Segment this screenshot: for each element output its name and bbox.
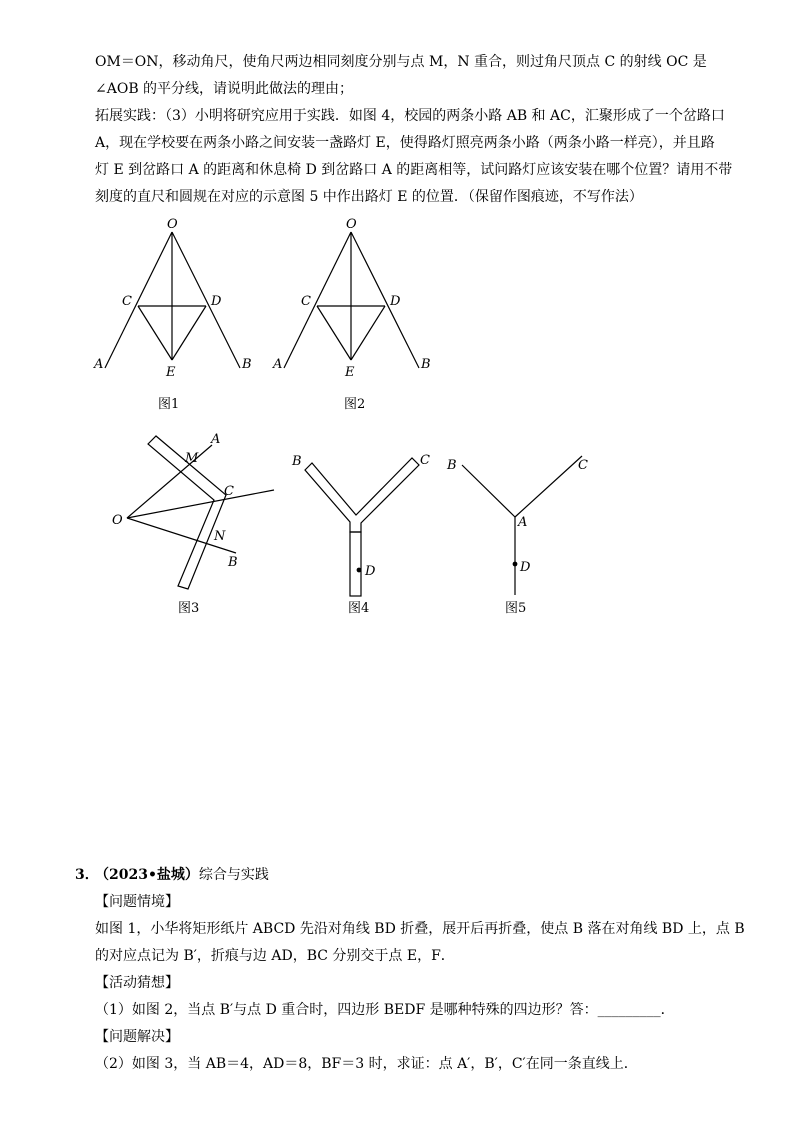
fig1-label-a: A <box>94 357 104 372</box>
fig3-caption: 图3 <box>178 601 200 616</box>
fig2-label-c: C <box>301 294 311 309</box>
fig2-label-a: A <box>273 357 283 372</box>
question-number: 3． <box>75 867 99 883</box>
fig1-ray-ob <box>172 232 240 368</box>
fig5-label-c: C <box>578 458 588 473</box>
section-heading-situation: 【问题情境】 <box>95 894 179 910</box>
text-line-2: ∠AOB 的平分线，请说明此做法的理由； <box>95 81 354 97</box>
fig5-label-d: D <box>520 560 531 575</box>
fig3-ray-oa <box>127 445 212 518</box>
fig4-road-stem <box>350 532 361 596</box>
fig2-segment-de <box>351 306 385 360</box>
figure-3 <box>127 436 274 589</box>
fig3-label-b: B <box>228 555 238 570</box>
fig4-road-y <box>305 458 419 532</box>
fig3-ray-oc <box>127 490 274 518</box>
text-line-4: A，现在学校要在两条小路之间安装一盏路灯 E，使得路灯照亮两条小路（两条小路一样亮），并且路 <box>95 135 715 151</box>
fig2-caption: 图2 <box>344 397 366 412</box>
section-heading-solution: 【问题解决】 <box>95 1029 179 1045</box>
fig5-label-a: A <box>518 515 528 530</box>
question-header <box>95 865 269 885</box>
text-line-6: 刻度的直尺和圆规在对应的示意图 5 中作出路灯 E 的位置．（保留作图痕迹，不写作法） <box>95 189 643 205</box>
fig4-label-d: D <box>365 564 376 579</box>
q3-paragraph-1b: 的对应点记为 B′，折痕与边 AD，BC 分别交于点 E，F． <box>95 948 455 964</box>
fig2-ray-ob <box>351 232 419 368</box>
q3-paragraph-1a: 如图 1，小华将矩形纸片 ABCD 先沿对角线 BD 折叠，展开后再折叠，使点 B 落在对角线 BD 上，点 B <box>95 921 745 937</box>
fig1-label-o: O <box>167 217 178 232</box>
fig2-segment-ce <box>317 306 351 360</box>
fig3-label-a: A <box>211 432 221 447</box>
fig1-label-c: C <box>122 294 132 309</box>
fig5-caption: 图5 <box>505 601 527 616</box>
fig4-label-c: C <box>420 453 430 468</box>
fig1-label-b: B <box>242 357 252 372</box>
text-line-5: 灯 E 到岔路口 A 的距离和休息椅 D 到岔路口 A 的距离相等，试问路灯应该安装在哪个位置？请用不带 <box>95 162 733 178</box>
fig3-label-m: M <box>185 451 199 466</box>
fig4-caption: 图4 <box>348 601 370 616</box>
fig5-road-ab <box>462 465 515 517</box>
fig4-point-d-dot <box>357 568 362 573</box>
fig1-ray-oa <box>105 232 172 368</box>
figure-4 <box>305 458 419 596</box>
fig5-point-d-dot <box>513 562 518 567</box>
q3-part-1: （1）如图 2，当点 B′与点 D 重合时，四边形 BEDF 是哪种特殊的四边形？答：_________． <box>95 1002 675 1018</box>
text-line-1: OM＝ON，移动角尺，使角尺两边相同刻度分别与点 M，N 重合，则过角尺顶点 C 的射线 OC 是 <box>95 54 707 70</box>
fig3-label-n: N <box>214 529 226 544</box>
fig1-segment-de <box>172 306 206 360</box>
fig5-label-b: B <box>447 458 457 473</box>
fig4-label-b: B <box>292 454 302 469</box>
fig3-label-c: C <box>224 484 234 499</box>
question-title: 综合与实践 <box>198 867 269 883</box>
fig2-ray-oa <box>284 232 351 368</box>
question-source: （2023•盐城） <box>95 867 199 883</box>
fig5-road-ac <box>515 456 582 517</box>
fig1-segment-ce <box>138 306 172 360</box>
fig2-label-d: D <box>390 294 401 309</box>
fig1-label-e: E <box>166 365 176 380</box>
fig2-label-o: O <box>346 217 357 232</box>
text-line-3: 拓展实践：（3）小明将研究应用于实践．如图 4，校园的两条小路 AB 和 AC，汇聚形成了一个岔路口 <box>95 108 725 124</box>
section-heading-conjecture: 【活动猜想】 <box>95 975 179 991</box>
q3-part-2: （2）如图 3，当 AB＝4，AD＝8，BF＝3 时，求证：点 A′，B′，C′在同一条直线上． <box>95 1056 638 1072</box>
fig2-label-b: B <box>421 357 431 372</box>
fig1-caption: 图1 <box>158 397 180 412</box>
fig1-label-d: D <box>211 294 222 309</box>
fig2-label-e: E <box>345 365 355 380</box>
fig3-label-o: O <box>112 513 123 528</box>
